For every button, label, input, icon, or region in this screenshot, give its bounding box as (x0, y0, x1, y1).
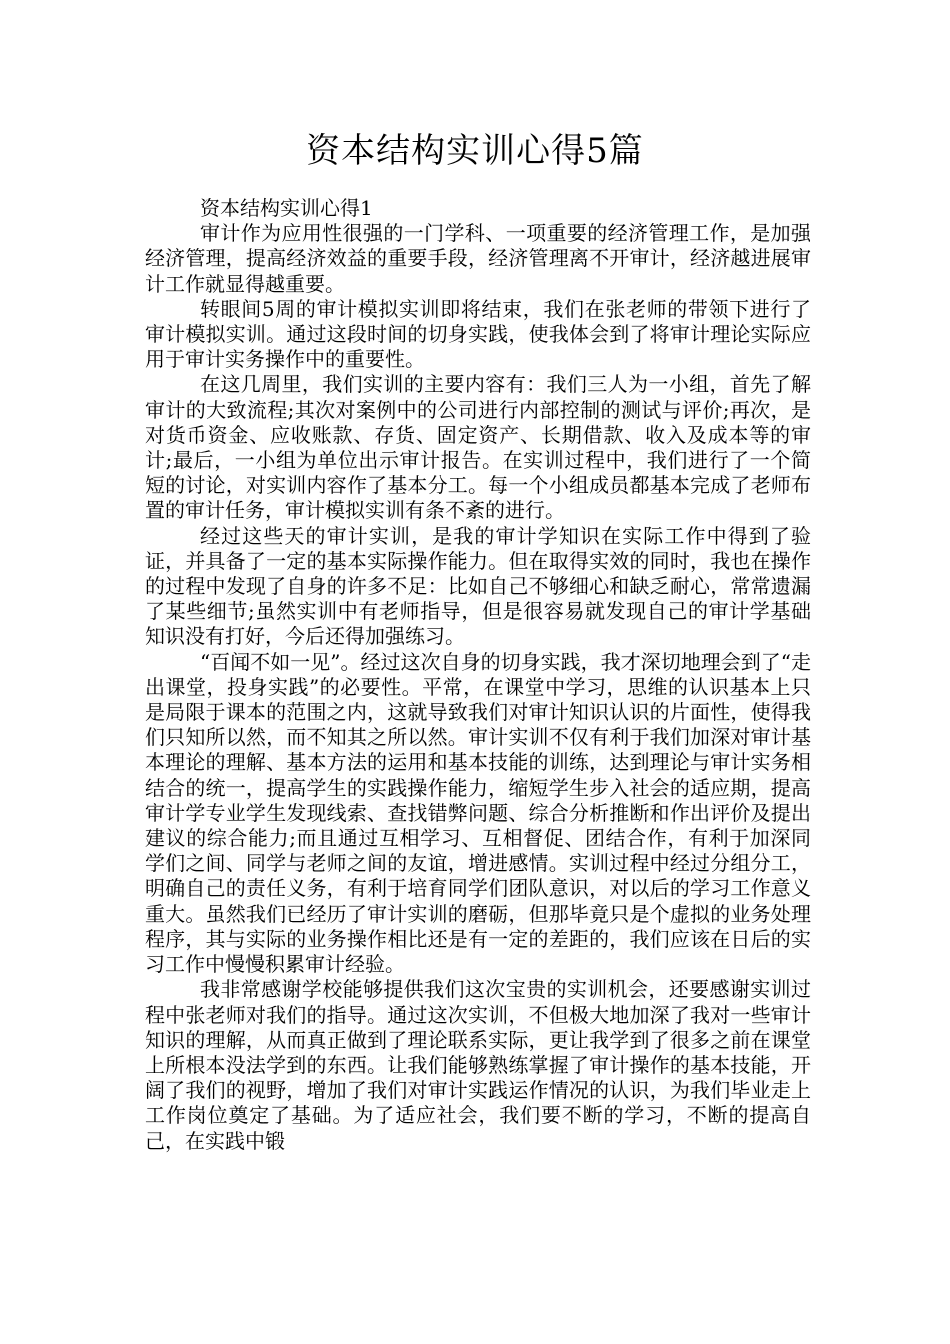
document-title: 资本结构实训心得5篇 (306, 131, 644, 171)
paragraph: 在这几周里，我们实训的主要内容有：我们三人为一小组，首先了解审计的大致流程;其次对案例中的公司进行内部控制的测试与评价;再次，是对货币资金、应收账款、存货、固定资产、长期借款、收入及成本等的审计;最后，一小组为单位出示审计报告。在实训过程中，我们进行了一个简短的讨论，对实训内容作了基本分工。每一个小组成员都基本完成了老师布置的审计任务，审计模拟实训有条不紊的进行。 (145, 372, 811, 523)
paragraph: 审计作为应用性很强的一门学科、一项重要的经济管理工作，是加强经济管理，提高经济效益的重要手段，经济管理离不开审计，经济越进展审计工作就显得越重要。 (145, 221, 811, 296)
paragraph: 转眼间5周的审计模拟实训即将结束，我们在张老师的带领下进行了审计模拟实训。通过这段时间的切身实践，使我体会到了将审计理论实际应用于审计实务操作中的重要性。 (145, 296, 811, 372)
paragraph: 经过这些天的审计实训，是我的审计学知识在实际工作中得到了验证，并具备了一定的基本实际操作能力。但在取得实效的同时，我也在操作的过程中发现了自身的许多不足：比如自己不够细心和缺乏耐心，常常遗漏了某些细节;虽然实训中有老师指导，但是很容易就发现自己的审计学基础知识没有打好，今后还得加强练习。 (145, 523, 811, 649)
paragraph: “百闻不如一见”。经过这次自身的切身实践，我才深切地理会到了“走出课堂，投身实践”的必要性。平常，在课堂中学习，思维的认识基本上只是局限于课本的范围之内，这就导致我们对审计知识认识的片面性，使得我们只知所以然，而不知其之所以然。审计实训不仅有利于我们加深对审计基本理论的理解、基本方法的运用和基本技能的训练，达到理论与审计实务相结合的统一，提高学生的实践操作能力，缩短学生步入社会的适应期，提高审计学专业学生发现线索、查找错弊问题、综合分析推断和作出评价及提出建议的综合能力;而且通过互相学习、互相督促、团结合作，有利于加深同学们之间、同学与老师之间的友谊，增进感情。实训过程中经过分组分工，明确自己的责任义务，有利于培育同学们团队意识，对以后的学习工作意义重大。虽然我们已经历了审计实训的磨砺，但那毕竟只是个虚拟的业务处理程序，其与实际的业务操作相比还是有一定的差距的，我们应该在日后的实习工作中慢慢积累审计经验。 (145, 649, 811, 977)
paragraph: 我非常感谢学校能够提供我们这次宝贵的实训机会，还要感谢实训过程中张老师对我们的指导。通过这次实训，不但极大地加深了我对一些审计知识的理解，从而真正做到了理论联系实际，更让我学到了很多之前在课堂上所根本没法学到的东西。让我们能够熟练掌握了审计操作的基本技能，开阔了我们的视野，增加了我们对审计实践运作情况的认识，为我们毕业走上工作岗位奠定了基础。为了适应社会，我们要不断的学习，不断的提高自己，在实践中锻 (145, 977, 811, 1153)
document-body (145, 196, 811, 1154)
section-heading: 资本结构实训心得1 (200, 196, 373, 220)
